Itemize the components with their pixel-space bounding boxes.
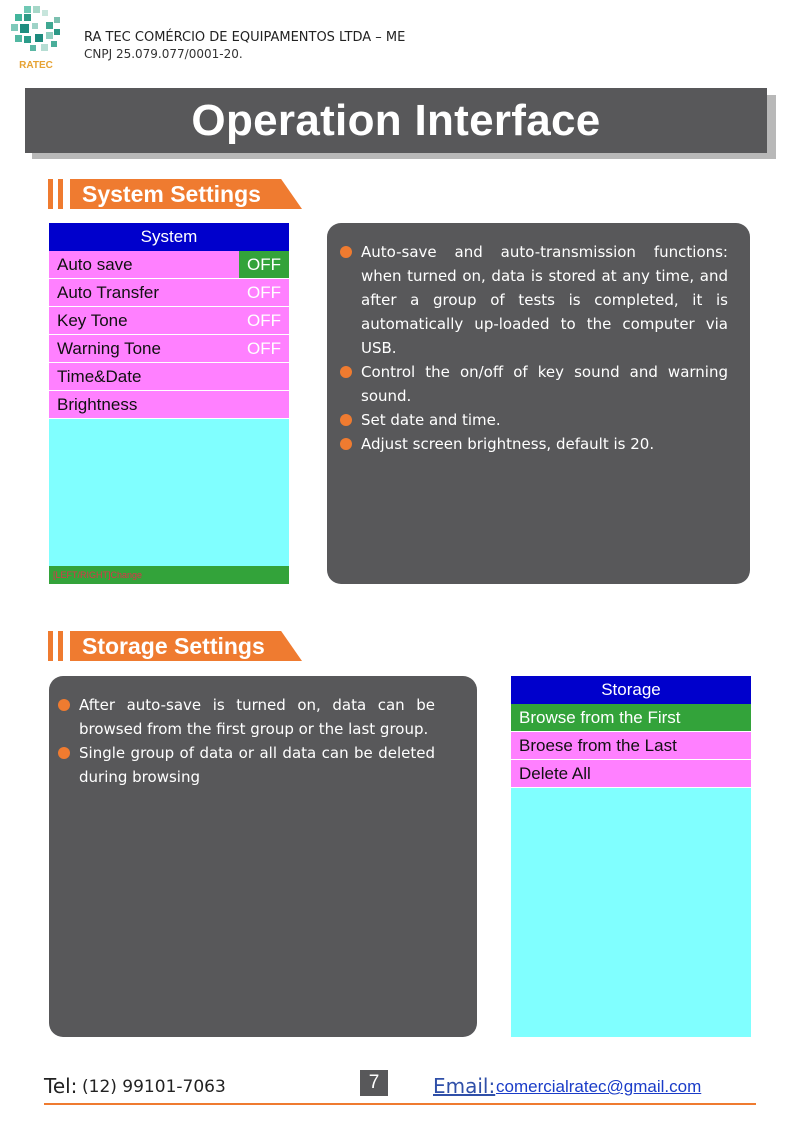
bullet-item: [53, 741, 435, 789]
section-title: System Settings: [82, 181, 261, 207]
bullet-item: [53, 693, 435, 741]
screen-title: System: [49, 223, 289, 251]
system-settings-heading: [48, 179, 308, 209]
menu-item-label: Auto Transfer: [57, 283, 160, 302]
tel-label: Tel:: [44, 1074, 78, 1098]
bullet-dot: [58, 747, 70, 759]
menu-item-brightness: [49, 391, 289, 419]
email-label: Email:: [433, 1074, 496, 1098]
system-description-box: [327, 223, 750, 584]
logo-wordmark: RATEC: [19, 60, 53, 71]
footer-rule: [44, 1103, 756, 1105]
menu-item-value: OFF: [239, 251, 289, 278]
menu-item-auto-save: [49, 251, 289, 279]
screen-title: Storage: [511, 676, 751, 704]
bullet-text: Set date and time.: [361, 411, 501, 429]
bullet-text: Adjust screen brightness, default is 20.: [361, 435, 655, 453]
screen-hint: [LEFT/RIGHT]Change: [49, 566, 289, 584]
tel-number: (12) 99101-7063: [82, 1077, 226, 1097]
bullet-item: [335, 360, 728, 408]
menu-item-label: Time&Date: [57, 367, 142, 386]
bullet-dot: [58, 699, 70, 711]
menu-item-key-tone: [49, 307, 289, 335]
bullet-dot: [340, 366, 352, 378]
menu-item-value: OFF: [247, 339, 281, 358]
storage-settings-heading: [48, 631, 308, 661]
bullet-dot: [340, 414, 352, 426]
menu-item-label: Brightness: [57, 395, 138, 414]
bullet-dot: [340, 438, 352, 450]
menu-item-label: Broese from the Last: [519, 736, 677, 755]
bullet-list: [53, 693, 435, 789]
menu-item-browse-last: [511, 732, 751, 760]
menu-item-label: Browse from the First: [519, 708, 681, 727]
menu-item-browse-first: [511, 704, 751, 732]
heading-bar: [48, 631, 53, 661]
heading-bar: [48, 179, 53, 209]
menu-item-label: Delete All: [519, 764, 591, 783]
system-screen: [49, 223, 289, 584]
heading-bar: [58, 631, 63, 661]
menu-item-label: Warning Tone: [57, 339, 161, 358]
bullet-text: Auto-save and auto-transmission functions: when turned on, data is stored at any time, and after a group of tests is completed, it is automatically up-loaded to the computer via USB.: [361, 243, 728, 357]
ratec-logo-mark: [8, 4, 64, 72]
menu-item-value: OFF: [247, 311, 281, 330]
company-name: RA TEC COMÉRCIO DE EQUIPAMENTOS LTDA – ME: [84, 30, 406, 45]
bullet-dot: [340, 246, 352, 258]
ratec-logo: [8, 4, 64, 72]
menu-item-value: OFF: [247, 283, 281, 302]
bullet-list: [335, 240, 728, 456]
bullet-item: [335, 432, 728, 456]
menu-item-time-date: [49, 363, 289, 391]
menu-item-delete-all: [511, 760, 751, 788]
bullet-text: Control the on/off of key sound and warning sound.: [361, 363, 728, 405]
email-link[interactable]: comercialratec@gmail.com: [496, 1077, 702, 1096]
section-title: Storage Settings: [82, 633, 265, 659]
menu-item-label: Auto save: [57, 255, 133, 274]
storage-description-box: [49, 676, 477, 1037]
page-footer: [44, 1068, 756, 1108]
bullet-item: [335, 240, 728, 360]
page-number: 7: [360, 1070, 388, 1096]
company-info: [84, 30, 405, 62]
company-cnpj: CNPJ 25.079.077/0001-20.: [84, 47, 243, 61]
heading-bar: [58, 179, 63, 209]
menu-item-label: Key Tone: [57, 311, 128, 330]
menu-item-warning-tone: [49, 335, 289, 363]
page-title: Operation Interface: [191, 95, 601, 145]
menu-item-auto-transfer: [49, 279, 289, 307]
bullet-text: Single group of data or all data can be deleted during browsing: [79, 744, 435, 786]
title-banner: [25, 88, 767, 153]
bullet-item: [335, 408, 728, 432]
bullet-text: After auto-save is turned on, data can be browsed from the first group or the last group.: [79, 696, 435, 738]
storage-screen: [511, 676, 751, 1037]
